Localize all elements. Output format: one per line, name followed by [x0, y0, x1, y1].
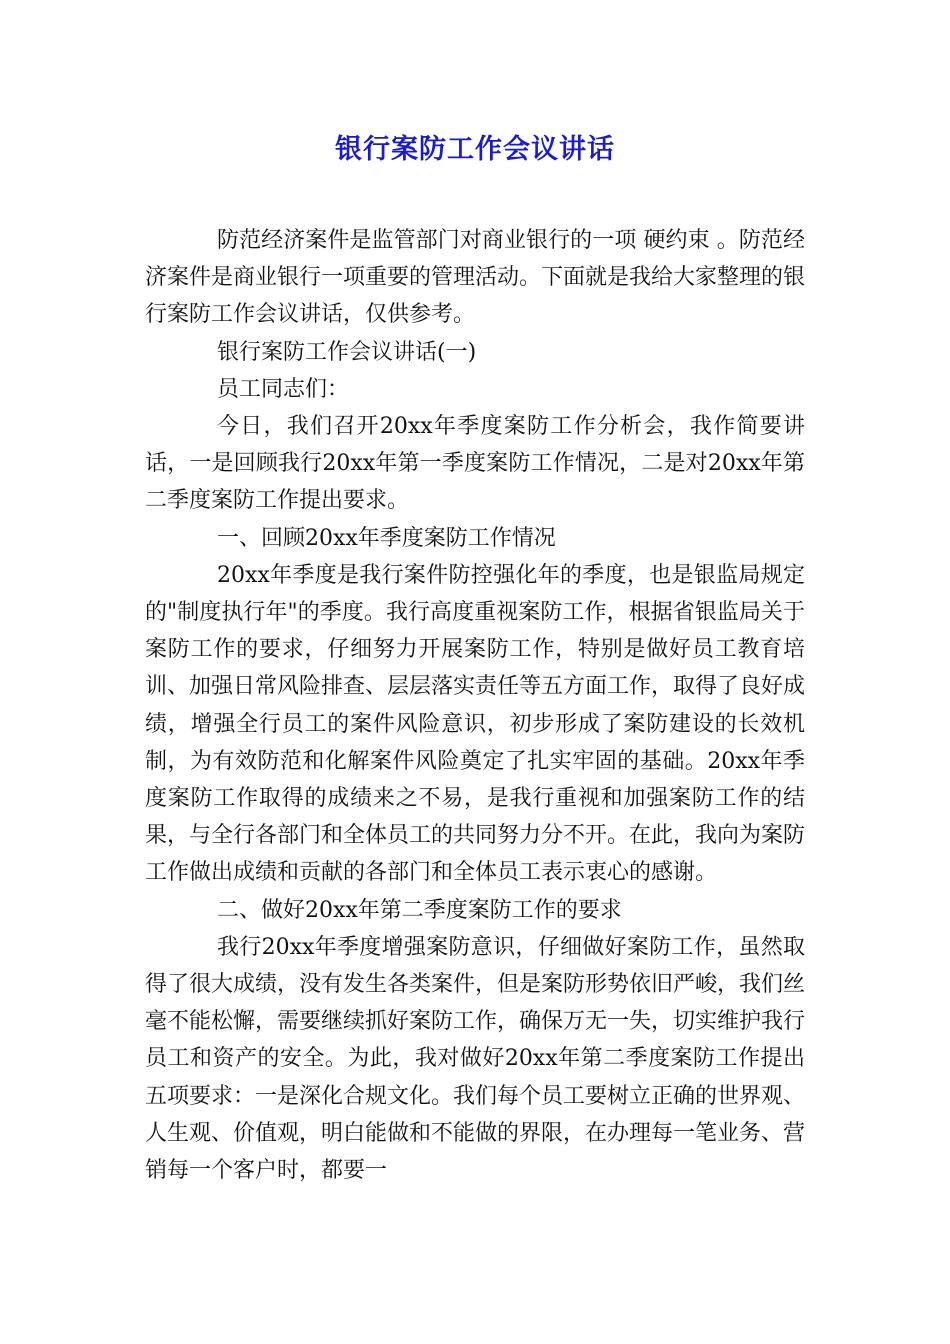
paragraph-requirements: 我行20xx年季度增强案防意识，仔细做好案防工作，虽然取得了很大成绩，没有发生各类案件，但是案防形势依旧严峻，我们丝毫不能松懈，需要继续抓好案防工作，确保万无一失，切实维护我行员工和资产的安全。为此，我对做好20xx年第二季度案防工作提出五项要求：一是深化合规文化。我们每个员工要树立正确的世界观、人生观、价值观，明白能做和不能做的界限，在办理每一笔业务、营销每一个客户时，都要一 — [145, 934, 806, 1184]
paragraph-intro: 防范经济案件是监管部门对商业银行的一项 硬约束 。防范经济案件是商业银行一项重要的管理活动。下面就是我给大家整理的银行案防工作会议讲话，仅供参考。 — [145, 228, 806, 328]
document-title: 银行案防工作会议讲话 — [335, 134, 615, 165]
paragraph-salutation: 员工同志们： — [217, 376, 350, 402]
section-heading-review: 一、回顾20xx年季度案防工作情况 — [217, 525, 556, 551]
paragraph-speech-heading: 银行案防工作会议讲话(一) — [217, 339, 477, 365]
section-heading-requirements: 二、做好20xx年第二季度案防工作的要求 — [217, 897, 622, 923]
document-body — [145, 222, 805, 1189]
paragraph-opening: 今日，我们召开20xx年季度案防工作分析会，我作简要讲话，一是回顾我行20xx年第一季度案防工作情况，二是对20xx年第二季度案防工作提出要求。 — [145, 414, 805, 514]
paragraph-review: 20xx年季度是我行案件防控强化年的季度，也是银监局规定的"制度执行年"的季度。我行高度重视案防工作，根据省银监局关于案防工作的要求，仔细努力开展案防工作，特别是做好员工教育培训、加强日常风险排查、层层落实责任等五方面工作，取得了良好成绩，增强全行员工的案件风险意识，初步形成了案防建设的长效机制，为有效防范和化解案件风险奠定了扎实牢固的基础。20xx年季度案防工作取得的成绩来之不易，是我行重视和加强案防工作的结果，与全行各部门和全体员工的共同努力分不开。在此，我向为案防工作做出成绩和贡献的各部门和全体员工表示衷心的感谢。 — [145, 562, 806, 886]
